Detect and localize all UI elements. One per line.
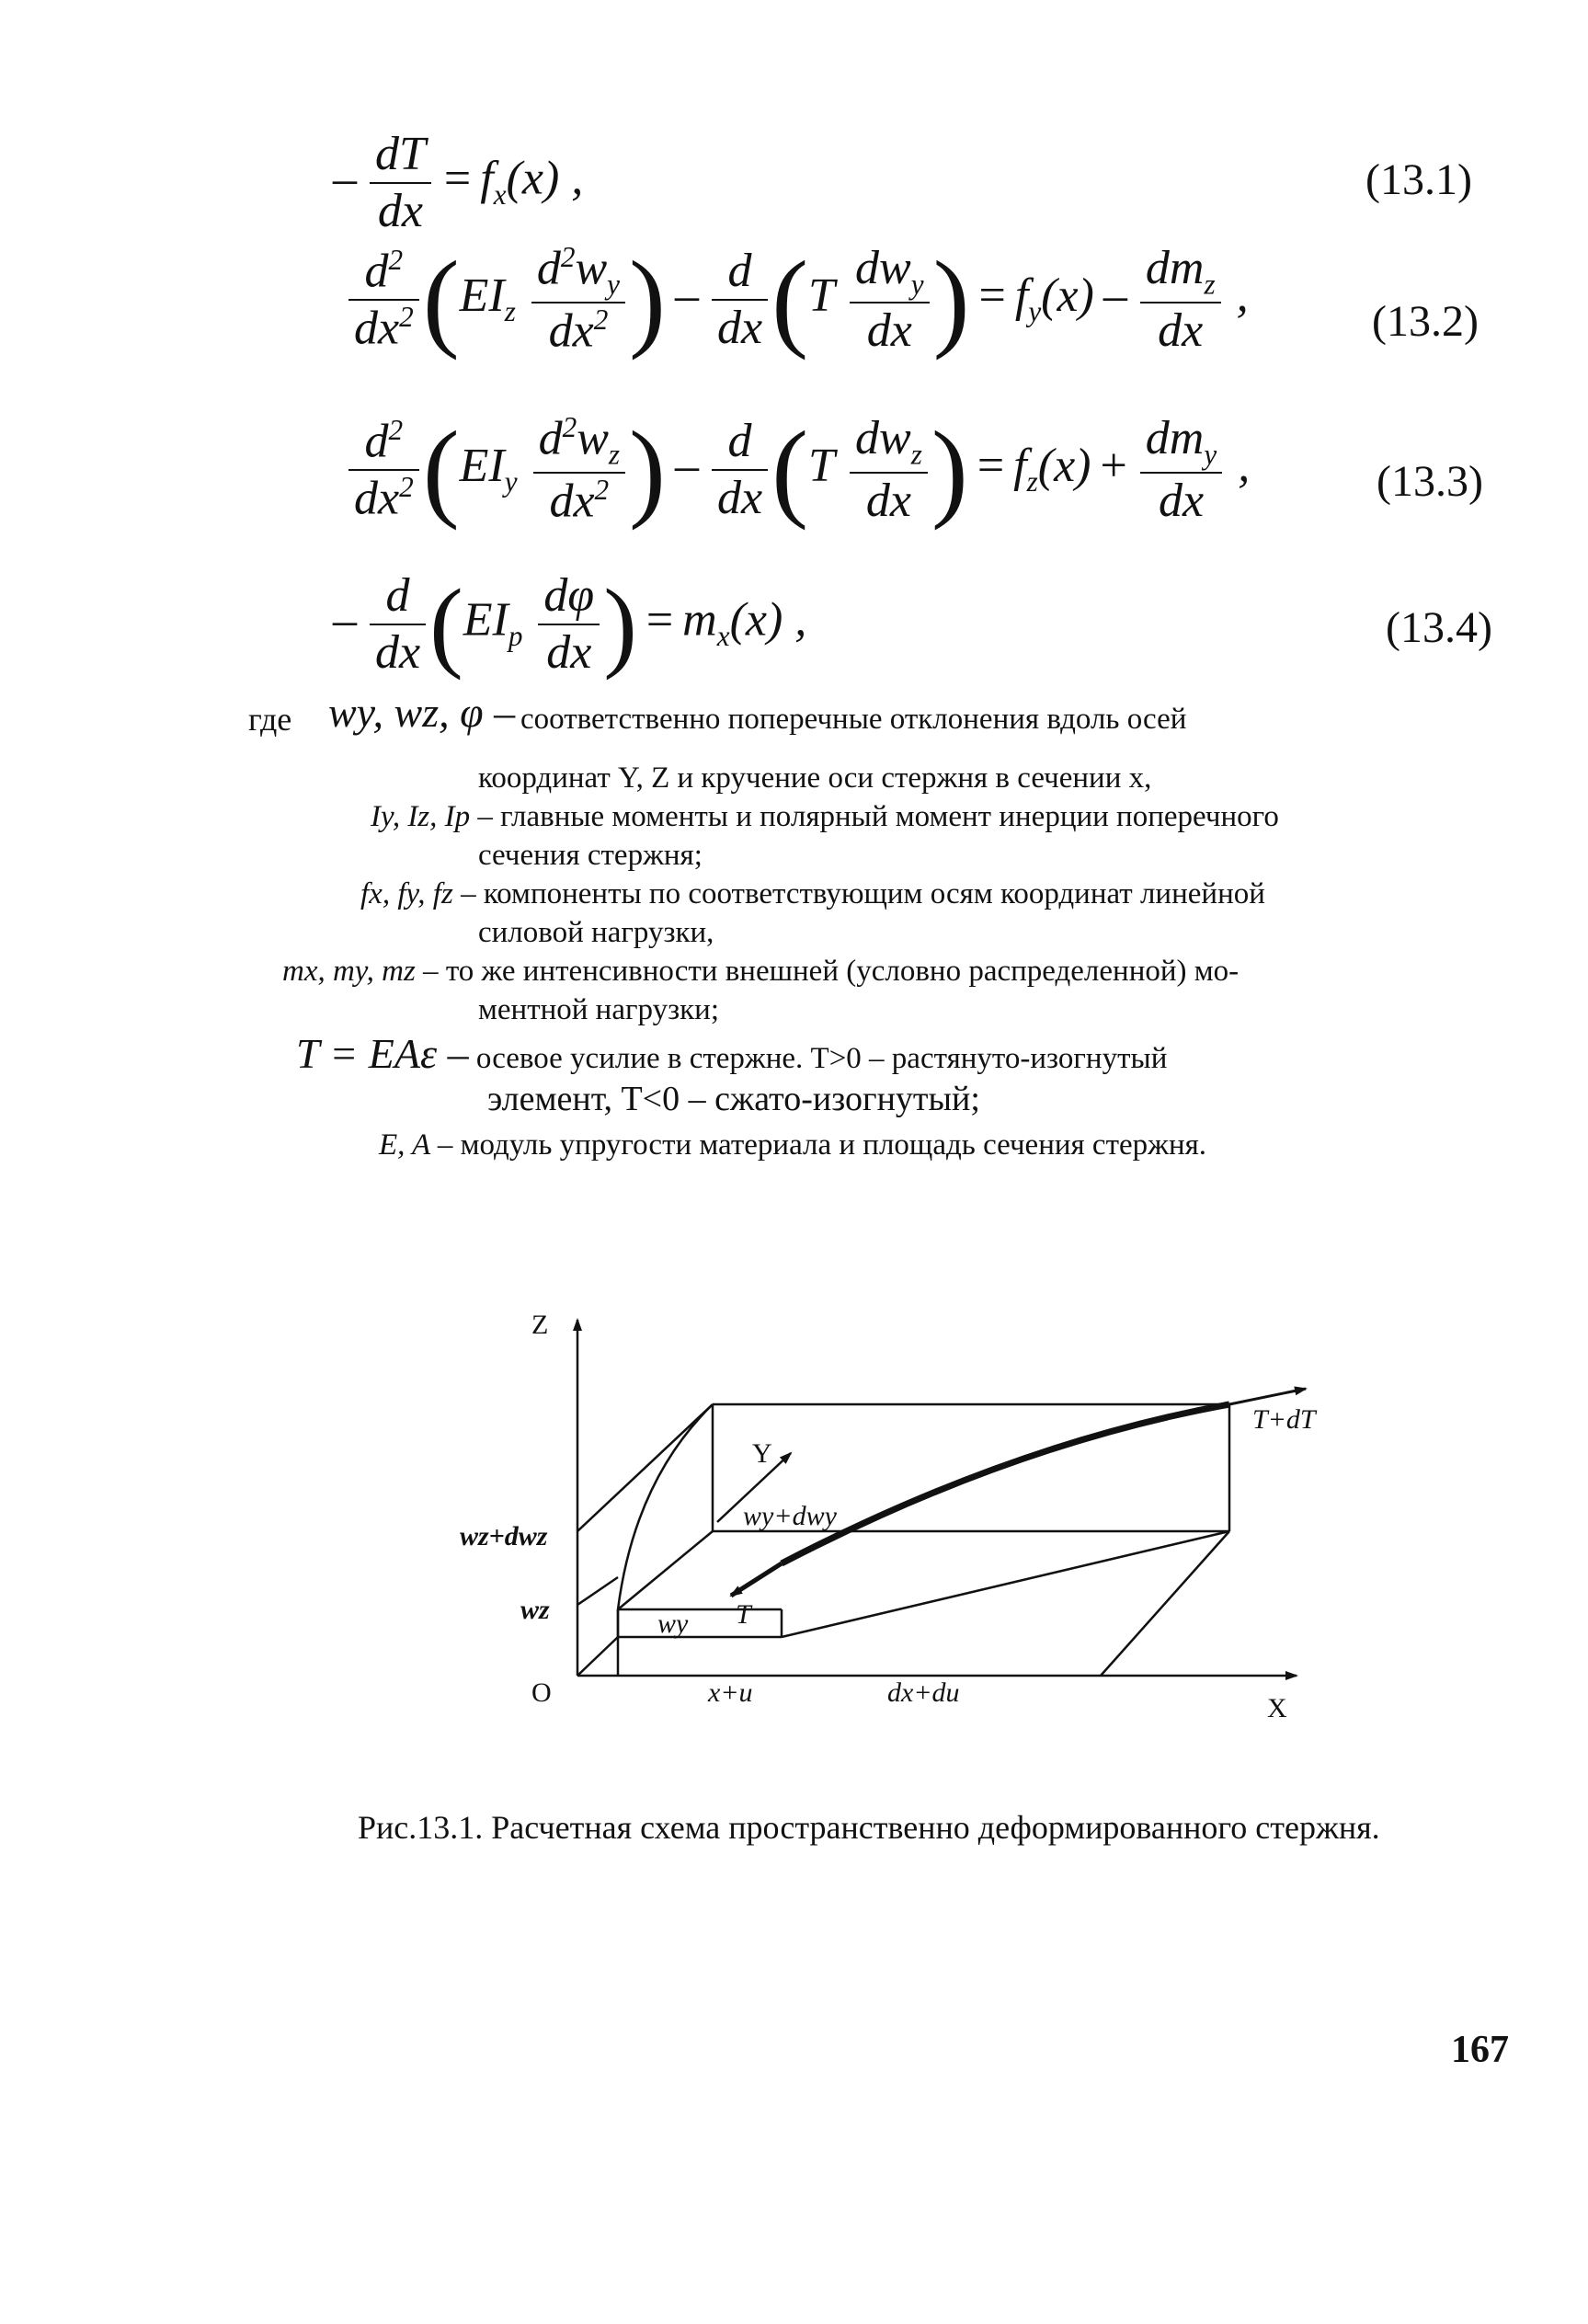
x-axis-label: X [1267,1693,1287,1723]
def1-continuation: координат Y, Z и кручение оси стержня в сечении x, [478,761,1152,795]
def2-continuation: сечения стержня; [478,839,703,872]
wz-dwz-label: wz+dwz [460,1521,548,1551]
t-label: T [736,1599,751,1630]
wy-dwy-label: wy+dwy [743,1501,837,1531]
def1-symbols: wy, wz, φ – [328,689,516,736]
def2-text: главные моменты и полярный момент инерции поперечного [500,800,1279,833]
wy-label: wy [657,1608,689,1639]
def6-text: модуль упругости материала и площадь сечения стержня. [460,1128,1207,1162]
equation-13-1: – $\frac{dT}{dx}$ = $f_x(x)$ , [333,128,584,237]
dx-du-label: dx+du [887,1677,960,1708]
wz-label: wz [520,1595,550,1625]
page-number: 167 [1451,2029,1509,2071]
figure-caption: Рис.13.1. Расчетная схема пространственно деформированного стержня. [358,1809,1380,1846]
deformed-rod-curve [782,1404,1229,1563]
def5-text: осевое усилие в стержне. T>0 – растянуто-изогнутый [475,1042,1168,1075]
def2-symbols: Iy, Iz, Ip – [371,800,493,833]
tension-arrow-start [731,1563,782,1596]
equation-13-3: $\frac{d^2}{dx^2}$ ($EI_y$ $\frac{d^2w_z}{dx^2}$ ) – $\frac{d}{dx}$ (T $\frac{dw_z}{dx}$ ) = $f_z(x)$ + $\frac{dm_y}{dx}$ , [345,411,1250,529]
def4-symbols: mx, my, mz – [282,955,439,988]
tension-arrow-end [1229,1389,1306,1404]
equation-number-13-1: (13.1) [1365,155,1472,204]
equation-number-13-4: (13.4) [1386,603,1492,652]
equation-13-2: $\frac{d^2}{dx^2}$ ($EI_z$ $\frac{d^2w_y}{dx^2}$ ) – $\frac{d}{dx}$ (T $\frac{dw_y}{dx}$ ) = $f_y(x)$ – $\frac{dm_z}{dx}$ , [345,241,1249,359]
z-axis-label: Z [531,1310,549,1340]
def5-symbols: T = EAε – [296,1030,469,1077]
def3-text: компоненты по соответствующим осям координат линейной [483,877,1265,910]
origin-label: O [531,1677,552,1708]
def3-continuation: силовой нагрузки, [478,916,714,949]
intro-word: где [248,701,292,738]
def6-symbols: E, A – [379,1128,453,1162]
equation-13-4: – $\frac{d}{dx}$ ($EI_p$ $\frac{d\varphi}{dx}$ ) = $m_x(x)$ , [333,567,807,681]
y-axis-label: Y [752,1438,772,1469]
def4-continuation: ментной нагрузки; [478,993,719,1026]
def5-continuation: элемент, T<0 – сжато-изогнутый; [487,1080,980,1118]
equation-number-13-2: (13.2) [1372,297,1479,346]
def3-symbols: fx, fy, fz – [360,877,476,910]
x-u-label: x+u [708,1677,753,1708]
def4-text: то же интенсивности внешней (условно распределенной) мо- [445,955,1240,988]
def1-text: соответственно поперечные отклонения вдоль осей [520,703,1187,736]
equation-number-13-3: (13.3) [1377,457,1483,506]
t-dt-label: T+dT [1252,1404,1316,1435]
